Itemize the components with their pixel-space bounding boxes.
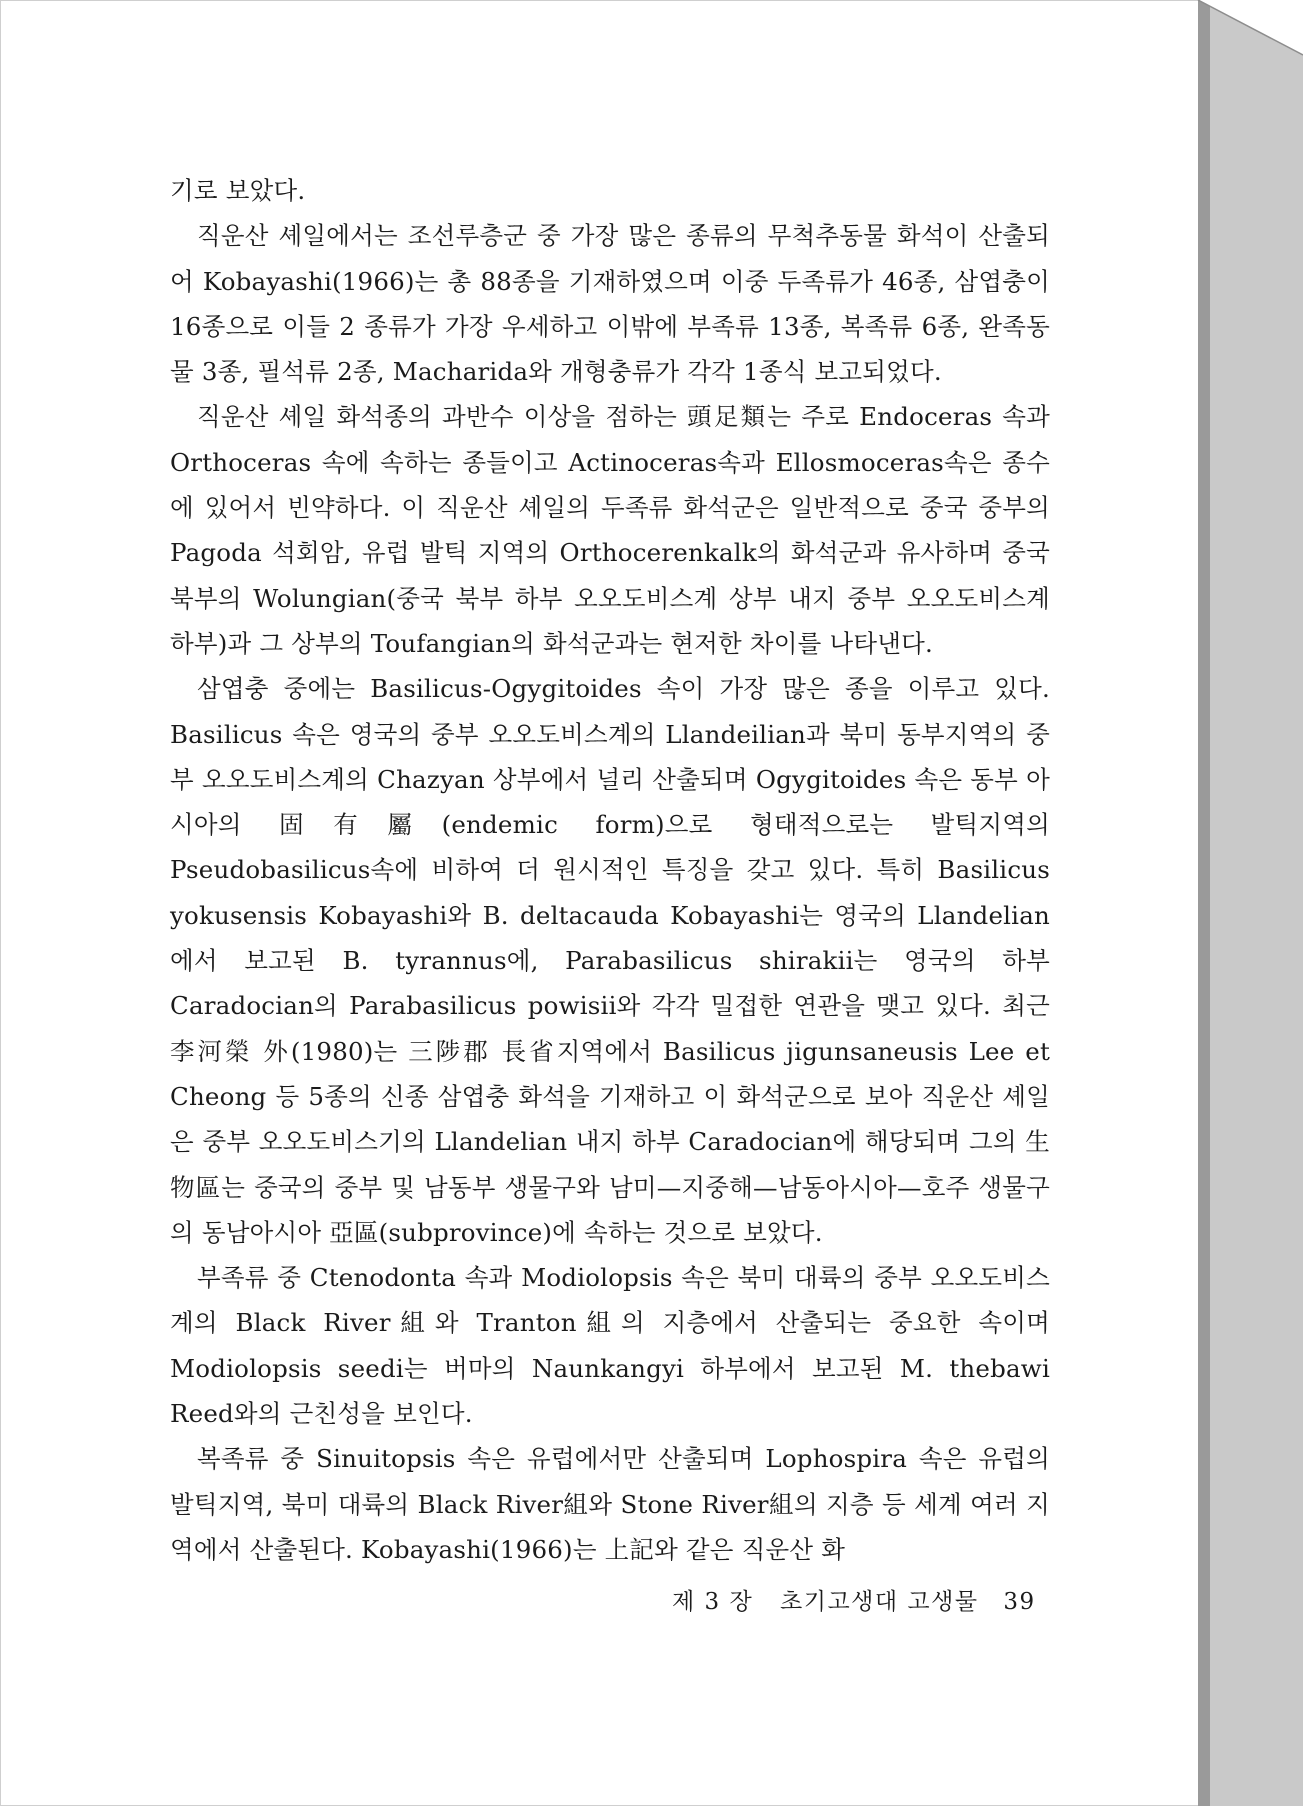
paragraph-1: 기로 보았다. <box>170 176 306 205</box>
spine-edge-shadow <box>1198 0 1210 1806</box>
page-body <box>170 168 1050 1572</box>
page-number: 39 <box>1003 1589 1036 1615</box>
footer-chapter: 제 3 장 <box>672 1589 754 1615</box>
paragraph-6: 복족류 중 Sinuitopsis 속은 유럽에서만 산출되며 Lophospira 속은 유럽의 발틱지역, 북미 대륙의 Black River組와 Stone River組의 지층 등 세계 여러 지역에서 산출된다. Kobayashi(1966)는 上記와 같은 직운산 화 <box>170 1444 1050 1564</box>
paragraph-2: 직운산 셰일에서는 조선루층군 중 가장 많은 종류의 무척추동물 화석이 산출되어 Kobayashi(1966)는 총 88종을 기재하였으며 이중 두족류가 46종, 삼엽충이 16종으로 이들 2 종류가 가장 우세하고 이밖에 부족류 13종, 복족류 6종, 완족동물 3종, 필석류 2종, Macharida와 개형충류가 각각 1종식 보고되었다. <box>170 221 1050 387</box>
page-footer <box>672 1583 1036 1616</box>
paragraph-5: 부족류 중 Ctenodonta 속과 Modiolopsis 속은 북미 대륙의 중부 오오도비스계의 Black River組와 Tranton組의 지층에서 산출되는 중요한 속이며 Modiolopsis seedi는 버마의 Naunkangyi 하부에서 보고된 M. thebawi Reed와의 근친성을 보인다. <box>170 1263 1050 1429</box>
spine-top-face <box>1198 0 1303 1806</box>
paragraph-3: 직운산 셰일 화석종의 과반수 이상을 점하는 頭足類는 주로 Endoceras 속과 Orthoceras 속에 속하는 종들이고 Actinoceras속과 Ellosmoceras속은 종수에 있어서 빈약하다. 이 직운산 셰일의 두족류 화석군은 일반적으로 중국 중부의 Pagoda 석회암, 유럽 발틱 지역의 Orthocerenkalk의 화석군과 유사하며 중국 북부의 Wolungian(중국 북부 하부 오오도비스계 상부 내지 중부 오오도비스계 하부)과 그 상부의 Toufangian의 화석군과는 현저한 차이를 나타낸다. <box>170 402 1050 658</box>
footer-title: 초기고생대 고생물 <box>780 1589 979 1615</box>
paragraph-4: 삼엽충 중에는 Basilicus-Ogygitoides 속이 가장 많은 종을 이루고 있다. Basilicus 속은 영국의 중부 오오도비스계의 Llandeilian과 북미 동부지역의 중부 오오도비스계의 Chazyan 상부에서 널리 산출되며 Ogygitoides 속은 동부 아시아의 固有屬(endemic form)으로 형태적으로는 발틱지역의 Pseudobasilicus속에 비하여 더 원시적인 특징을 갖고 있다. 특히 Basilicus yokusensis Kobayashi와 B. deltacauda Kobayashi는 영국의 Llandelian에서 보고된 B. tyrannus에, Parabasilicus shirakii는 영국의 하부 Caradocian의 Parabasilicus powisii와 각각 밀접한 연관을 맺고 있다. 최근 李河榮 外(1980)는 三陟郡 長省지역에서 Basilicus jigunsaneusis Lee et Cheong 등 5종의 신종 삼엽충 화석을 기재하고 이 화석군으로 보아 직운산 셰일은 중부 오오도비스기의 Llandelian 내지 하부 Caradocian에 해당되며 그의 生物區는 중국의 중부 및 남동부 생물구와 남미—지중해—남동아시아—호주 생물구의 동남아시아 亞區(subprovince)에 속하는 것으로 보았다. <box>170 674 1050 1247</box>
